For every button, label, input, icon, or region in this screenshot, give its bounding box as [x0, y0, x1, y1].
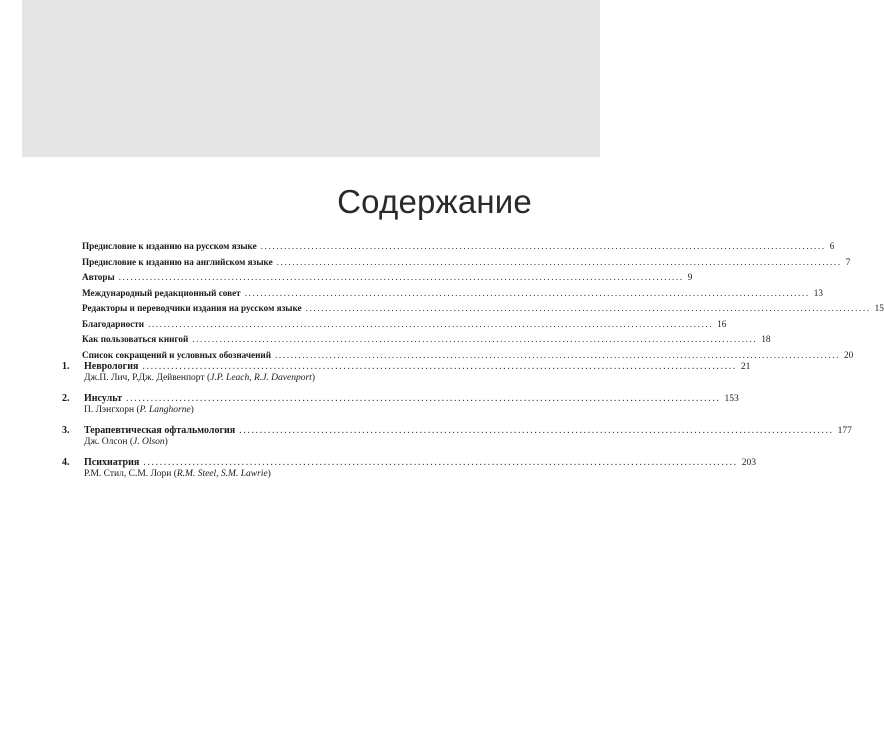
- chapter-title: Инсульт: [84, 393, 123, 404]
- leader-dots: .................................................................................................................................................: [192, 334, 758, 344]
- toc-entry[interactable]: [82, 334, 771, 350]
- authors-ru: П. Лэнгхорн: [84, 405, 135, 415]
- leader-dots: .................................................................................................................................................: [276, 256, 842, 267]
- toc-entry-title: Благодарности: [82, 318, 145, 329]
- toc-entry[interactable]: [82, 318, 727, 335]
- authors-ru: Дж.П. Лич, Р.Дж. Дейвенпорт: [84, 373, 205, 383]
- authors-en: R.M. Steel, S.M. Lawrie: [176, 469, 268, 479]
- toc-entry-title: Редакторы и переводчики издания на русском языке: [82, 303, 302, 313]
- leader-dots: .................................................................................................................................................: [244, 287, 810, 298]
- toc-entry-page: 9: [687, 272, 693, 282]
- chapter-entry[interactable]: [62, 361, 751, 393]
- leader-dots: .................................................................................................................................................: [143, 457, 738, 468]
- toc-entry-title: Список сокращений и условных обозначений: [82, 349, 271, 360]
- chapter-authors: Р.М. Стил, С.М. Лори (R.M. Steel, S.M. Lawrie): [84, 469, 271, 479]
- leader-dots: .................................................................................................................................................: [126, 393, 721, 404]
- leader-dots: .................................................................................................................................................: [260, 241, 826, 251]
- toc-entry[interactable]: [82, 272, 693, 288]
- chapter-number: 2.: [62, 393, 70, 404]
- toc-entry[interactable]: [82, 287, 823, 304]
- toc-entry-page: 6: [829, 241, 835, 251]
- chapter-page: 153: [724, 394, 739, 404]
- chapter-title: Неврология: [84, 361, 139, 372]
- header-band: [22, 0, 600, 157]
- leader-dots: .................................................................................................................................................: [148, 318, 714, 329]
- chapter-authors: Дж.П. Лич, Р.Дж. Дейвенпорт (J.P. Leach, R.J. Davenport): [84, 373, 315, 383]
- toc-entry-page: 7: [845, 256, 851, 267]
- chapter-page: 21: [740, 362, 751, 372]
- chapter-page: 203: [741, 458, 756, 468]
- toc-entry[interactable]: [82, 303, 884, 319]
- front-matter-list: [82, 241, 884, 365]
- toc-entry-title: Предисловие к изданию на английском языке: [82, 256, 273, 267]
- chapter-entry[interactable]: [62, 457, 756, 489]
- chapter-title: Психиатрия: [84, 457, 140, 468]
- chapter-page: 177: [837, 426, 852, 436]
- toc-entry-title: Предисловие к изданию на русском языке: [82, 241, 257, 251]
- chapter-title: Терапевтическая офтальмология: [84, 425, 236, 436]
- authors-en: J.P. Leach, R.J. Davenport: [210, 373, 312, 383]
- page-title: Содержание: [337, 183, 532, 220]
- leader-dots: .................................................................................................................................................: [142, 361, 737, 372]
- chapter-entry[interactable]: [62, 393, 739, 425]
- toc-entry[interactable]: [82, 241, 835, 257]
- chapter-list: [62, 361, 852, 489]
- authors-en: P. Langhorne: [139, 405, 191, 415]
- chapter-number: 4.: [62, 457, 70, 468]
- leader-dots: .................................................................................................................................................: [118, 272, 684, 282]
- authors-en: J. Olson: [133, 437, 165, 447]
- toc-entry-page: 18: [761, 334, 771, 344]
- leader-dots: .................................................................................................................................................: [305, 303, 871, 313]
- toc-entry-page: 20: [844, 349, 854, 360]
- chapter-authors: Дж. Олсон (J. Olson): [84, 437, 168, 447]
- toc-entry-page: 13: [813, 287, 823, 298]
- authors-ru: Р.М. Стил, С.М. Лори: [84, 469, 172, 479]
- authors-ru: Дж. Олсон: [84, 437, 128, 447]
- chapter-number: 3.: [62, 425, 70, 436]
- chapter-number: 1.: [62, 361, 70, 372]
- toc-entry[interactable]: [82, 256, 851, 273]
- toc-entry-title: Как пользоваться книгой: [82, 334, 189, 344]
- toc-entry-page: 15: [874, 303, 884, 313]
- toc-entry-title: Авторы: [82, 272, 115, 282]
- toc-entry-title: Международный редакционный совет: [82, 287, 241, 298]
- leader-dots: .................................................................................................................................................: [275, 349, 841, 360]
- chapter-authors: П. Лэнгхорн (P. Langhorne): [84, 405, 194, 415]
- chapter-entry[interactable]: [62, 425, 852, 457]
- leader-dots: .................................................................................................................................................: [239, 425, 834, 436]
- toc-entry-page: 16: [717, 318, 727, 329]
